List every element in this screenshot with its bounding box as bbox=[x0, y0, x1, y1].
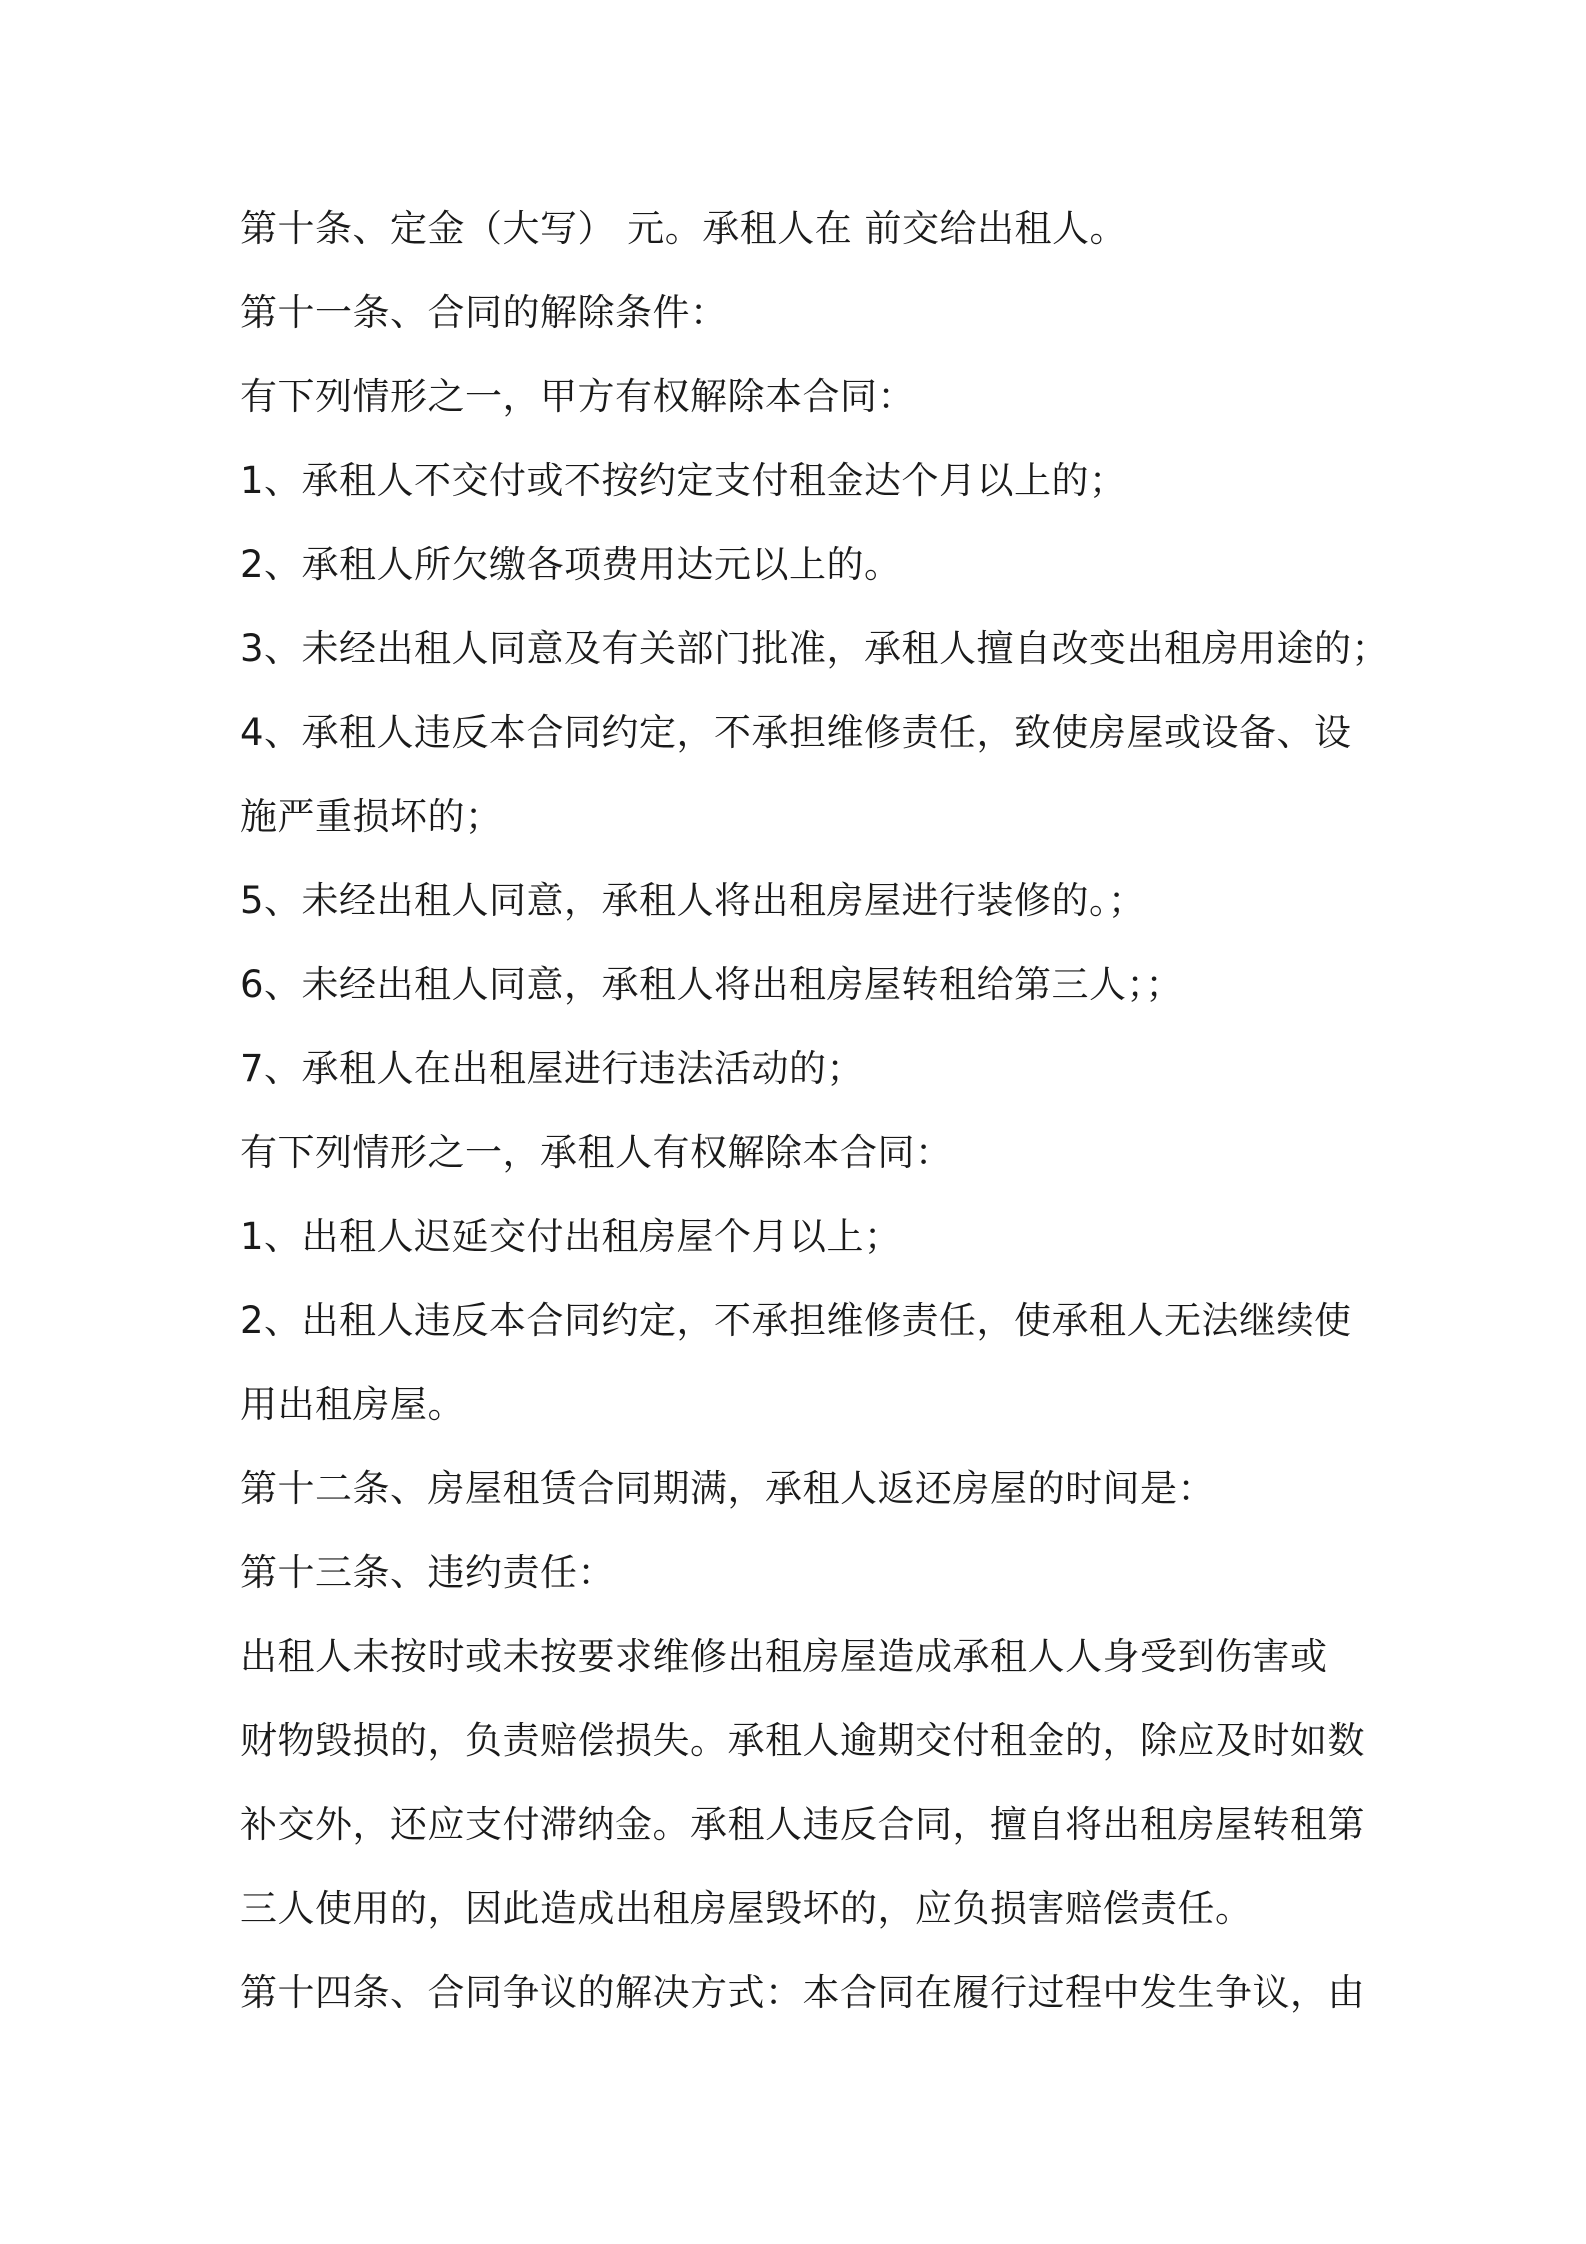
landlord-termination-intro: 有下列情形之一，甲方有权解除本合同： bbox=[240, 375, 915, 418]
article-13-heading: 第十三条、违约责任： bbox=[240, 1551, 615, 1594]
landlord-clause-7: 7、承租人在出租屋进行违法活动的； bbox=[240, 1047, 865, 1090]
landlord-clause-2: 2、承租人所欠缴各项费用达元以上的。 bbox=[240, 543, 902, 586]
article-10-deposit: 第十条、定金（大写） 元。承租人在 前交给出租人。 bbox=[240, 207, 1128, 250]
liability-paragraph-line-4: 三人使用的，因此造成出租房屋毁坏的，应负损害赔偿责任。 bbox=[240, 1887, 1253, 1930]
tenant-clause-2-cont: 用出租房屋。 bbox=[240, 1383, 465, 1426]
article-14-dispute: 第十四条、合同争议的解决方式：本合同在履行过程中发生争议，由 bbox=[240, 1971, 1365, 2014]
landlord-clause-6: 6、未经出租人同意，承租人将出租房屋转租给第三人；； bbox=[240, 963, 1184, 1006]
article-12-return: 第十二条、房屋租赁合同期满，承租人返还房屋的时间是： bbox=[240, 1467, 1215, 1510]
liability-paragraph-line-1: 出租人未按时或未按要求维修出租房屋造成承租人人身受到伤害或 bbox=[240, 1635, 1328, 1678]
landlord-clause-5: 5、未经出租人同意，承租人将出租房屋进行装修的。； bbox=[240, 879, 1146, 922]
article-11-heading: 第十一条、合同的解除条件： bbox=[240, 291, 728, 334]
liability-paragraph-line-2: 财物毁损的，负责赔偿损失。承租人逾期交付租金的，除应及时如数 bbox=[240, 1719, 1365, 1762]
tenant-clause-1: 1、出租人迟延交付出租房屋个月以上； bbox=[240, 1215, 902, 1258]
liability-paragraph-line-3: 补交外，还应支付滞纳金。承租人违反合同，擅自将出租房屋转租第 bbox=[240, 1803, 1365, 1846]
tenant-clause-2: 2、出租人违反本合同约定，不承担维修责任，使承租人无法继续使 bbox=[240, 1299, 1352, 1342]
landlord-clause-1: 1、承租人不交付或不按约定支付租金达个月以上的； bbox=[240, 459, 1127, 502]
landlord-clause-4: 4、承租人违反本合同约定，不承担维修责任，致使房屋或设备、设 bbox=[240, 711, 1352, 754]
contract-text-body bbox=[240, 198, 1390, 2046]
tenant-termination-intro: 有下列情形之一，承租人有权解除本合同： bbox=[240, 1131, 953, 1174]
landlord-clause-4-cont: 施严重损坏的； bbox=[240, 795, 503, 838]
landlord-clause-3: 3、未经出租人同意及有关部门批准，承租人擅自改变出租房用途的； bbox=[240, 627, 1390, 670]
